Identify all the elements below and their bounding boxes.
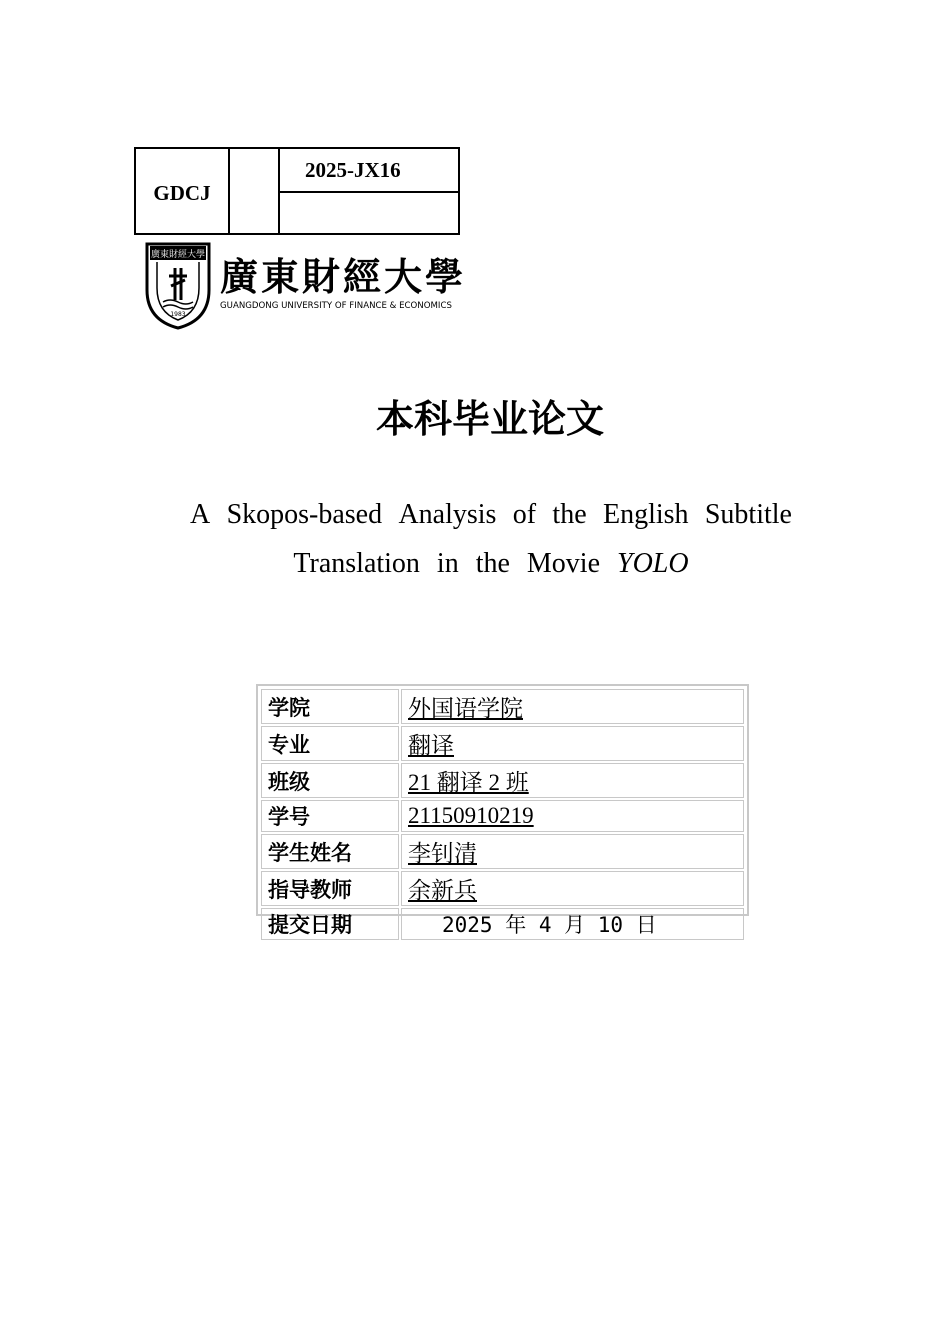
field-label: 学号 [261, 800, 399, 832]
table-row [261, 834, 744, 869]
university-logo [145, 240, 475, 330]
title-word: A [190, 499, 211, 530]
table-row [261, 871, 744, 906]
university-name-cn: 廣東財經大學 [220, 255, 467, 299]
classification-code-box [134, 147, 460, 235]
table-row [261, 908, 744, 940]
title-word: of [512, 499, 537, 530]
title-word: Subtitle [704, 499, 792, 530]
field-label: 提交日期 [261, 908, 399, 940]
title-word: Skopos-based [226, 499, 383, 530]
field-value: 翻译 [401, 726, 744, 761]
table-row [261, 763, 744, 798]
code-prefix: GDCJ [136, 149, 230, 233]
code-blank-cell-lower [280, 193, 458, 233]
code-number: 2025-JX16 [280, 149, 458, 193]
table-row [261, 726, 744, 761]
student-info-table [256, 684, 749, 937]
field-value: 外国语学院 [401, 689, 744, 724]
document-type-title: 本科毕业论文 [375, 397, 604, 441]
field-label: 班级 [261, 763, 399, 798]
thesis-title [190, 490, 792, 588]
title-word: the [552, 499, 587, 530]
submission-date-value: 2025 年 4 月 10 日 [401, 908, 744, 940]
movie-title: YOLO [617, 548, 689, 579]
field-value: 21 翻译 2 班 [401, 763, 744, 798]
field-value: 余新兵 [401, 871, 744, 906]
title-line2-text: Translation in the Movie [293, 548, 618, 579]
field-label: 学生姓名 [261, 834, 399, 869]
field-label: 学院 [261, 689, 399, 724]
university-name-en: GUANGDONG UNIVERSITY OF FINANCE & ECONOMICS [220, 301, 452, 311]
svg-text:1983: 1983 [170, 311, 186, 318]
thesis-title-line2 [190, 539, 792, 588]
thesis-title-line1 [190, 490, 792, 539]
table-row [261, 689, 744, 724]
field-value: 李钊清 [401, 834, 744, 869]
university-seal-icon [147, 244, 209, 328]
code-blank-cell [230, 149, 280, 233]
field-value: 21150910219 [401, 800, 744, 832]
table-row [261, 800, 744, 832]
title-word: English [602, 499, 689, 530]
field-label: 指导教师 [261, 871, 399, 906]
field-label: 专业 [261, 726, 399, 761]
svg-text:廣東財經大學: 廣東財經大學 [150, 250, 206, 260]
title-word: Analysis [398, 499, 497, 530]
